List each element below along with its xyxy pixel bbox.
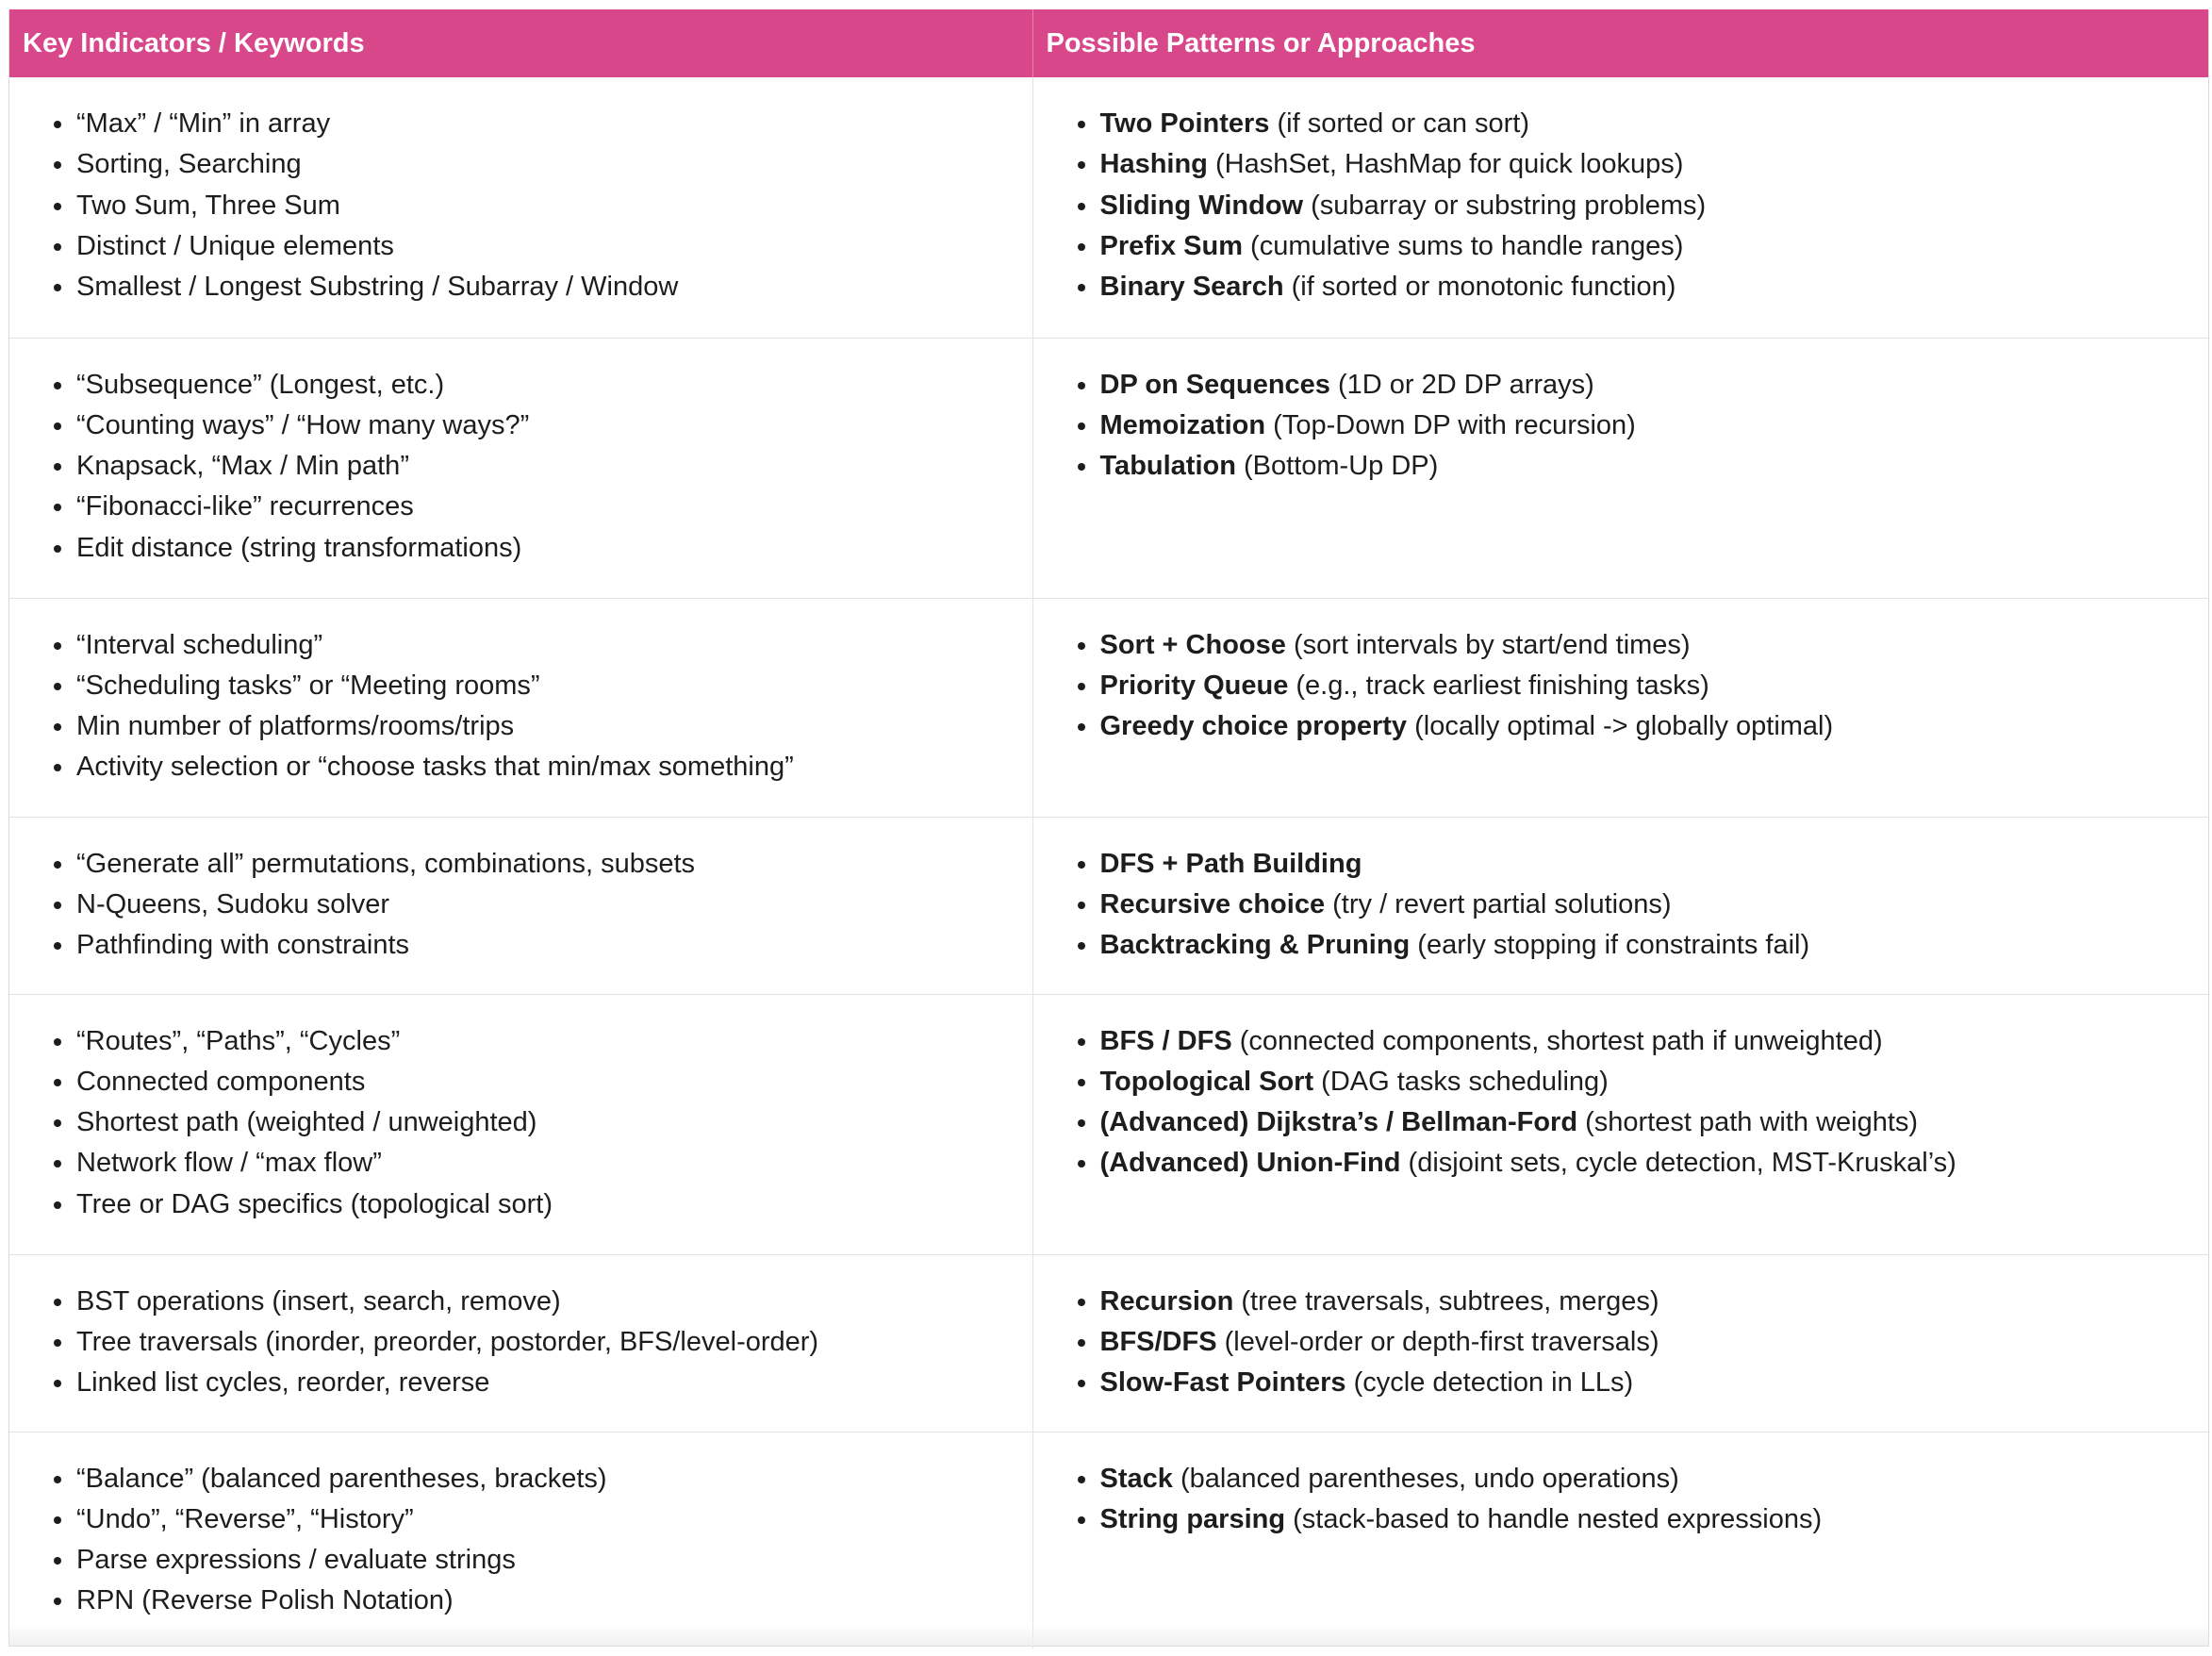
table-row (9, 1254, 2208, 1432)
pattern-name: String parsing (1099, 1503, 1286, 1534)
indicators-list (9, 104, 1032, 307)
pattern-name: (Advanced) Union-Find (1099, 1148, 1401, 1179)
pattern-note: (sort intervals by start/end times) (1285, 629, 1691, 660)
indicator-item: Sorting, Searching (76, 144, 1032, 185)
pattern-note: (balanced parentheses, undo operations) (1172, 1463, 1679, 1494)
pattern-item (1100, 104, 2209, 144)
indicator-item: Min number of platforms/rooms/trips (76, 706, 1032, 747)
pattern-item (1100, 144, 2209, 185)
patterns-cell (1032, 1432, 2208, 1648)
pattern-name: Sliding Window (1099, 190, 1304, 221)
pattern-item (1100, 666, 2209, 706)
pattern-note: (shortest path with weights) (1577, 1107, 1919, 1138)
pattern-item (1100, 365, 2209, 406)
pattern-name: DFS + Path Building (1099, 848, 1362, 879)
pattern-note: (e.g., track earliest finishing tasks) (1288, 670, 1709, 701)
pattern-note: (stack-based to handle nested expressions) (1285, 1503, 1823, 1534)
pattern-note: (1D or 2D DP arrays) (1329, 369, 1594, 400)
patterns-cell (1032, 338, 2208, 598)
indicator-item: Distinct / Unique elements (76, 226, 1032, 267)
pattern-name: BFS/DFS (1099, 1326, 1217, 1357)
pattern-note: (cumulative sums to handle ranges) (1243, 230, 1684, 261)
indicators-list (9, 625, 1032, 788)
indicator-item: “Generate all” permutations, combinations, subsets (76, 844, 1032, 885)
indicators-list (9, 365, 1032, 569)
pattern-name: Topological Sort (1099, 1066, 1314, 1097)
patterns-cell (1032, 817, 2208, 994)
pattern-item (1100, 1143, 2209, 1184)
indicator-item: “Counting ways” / “How many ways?” (76, 406, 1032, 446)
pattern-note: (locally optimal -> globally optimal) (1407, 711, 1834, 742)
indicator-item: Two Sum, Three Sum (76, 186, 1032, 226)
pattern-note: (HashSet, HashMap for quick lookups) (1207, 149, 1684, 180)
pattern-item (1100, 186, 2209, 226)
pattern-name: Tabulation (1099, 451, 1236, 482)
pattern-name: Recursive choice (1099, 888, 1326, 919)
table-header (9, 9, 2208, 77)
pattern-item (1100, 267, 2209, 307)
pattern-name: Binary Search (1099, 272, 1284, 303)
pattern-item (1100, 1062, 2209, 1102)
patterns-cell (1032, 598, 2208, 817)
indicator-item: Smallest / Longest Substring / Subarray / Window (76, 267, 1032, 307)
patterns-list (1033, 1021, 2209, 1184)
indicator-item: “Undo”, “Reverse”, “History” (76, 1499, 1032, 1540)
indicators-list (9, 1021, 1032, 1225)
indicator-item: Activity selection or “choose tasks that min/max something” (76, 747, 1032, 787)
indicators-cell (9, 77, 1032, 338)
pattern-name: DP on Sequences (1099, 369, 1330, 400)
pattern-note: (disjoint sets, cycle detection, MST-Kruskal’s) (1400, 1148, 1956, 1179)
indicators-cell (9, 598, 1032, 817)
pattern-note: (subarray or substring problems) (1303, 190, 1707, 221)
pattern-note: (Top-Down DP with recursion) (1265, 409, 1636, 440)
patterns-list (1033, 625, 2209, 748)
patterns-cell (1032, 1254, 2208, 1432)
indicators-cell (9, 817, 1032, 994)
table-body (9, 77, 2208, 1648)
pattern-name: Memoization (1099, 409, 1266, 440)
pattern-item (1100, 406, 2209, 446)
pattern-item (1100, 1459, 2209, 1499)
table-row (9, 77, 2208, 338)
pattern-note: (try / revert partial solutions) (1325, 888, 1672, 919)
pattern-name: Priority Queue (1099, 670, 1289, 701)
pattern-item (1100, 1322, 2209, 1363)
pattern-name: Prefix Sum (1099, 230, 1243, 261)
header-row (9, 9, 2208, 77)
indicator-item: “Routes”, “Paths”, “Cycles” (76, 1021, 1032, 1062)
table-row (9, 338, 2208, 598)
patterns-list (1033, 365, 2209, 488)
indicator-item: Knapsack, “Max / Min path” (76, 446, 1032, 487)
pattern-name: (Advanced) Dijkstra’s / Bellman-Ford (1099, 1107, 1578, 1138)
patterns-list (1033, 1459, 2209, 1541)
indicator-item: Tree traversals (inorder, preorder, postorder, BFS/level-order) (76, 1322, 1032, 1363)
pattern-name: Hashing (1099, 149, 1208, 180)
indicator-item: “Balance” (balanced parentheses, brackets) (76, 1459, 1032, 1499)
bottom-fade (9, 1625, 2208, 1646)
pattern-name: Two Pointers (1099, 108, 1270, 139)
table (9, 9, 2208, 1648)
indicator-item: Edit distance (string transformations) (76, 528, 1032, 569)
indicators-list (9, 1282, 1032, 1404)
indicator-item: Shortest path (weighted / unweighted) (76, 1102, 1032, 1143)
patterns-list (1033, 1282, 2209, 1404)
indicator-item: RPN (Reverse Polish Notation) (76, 1581, 1032, 1621)
pattern-note: (connected components, shortest path if unweighted) (1231, 1025, 1883, 1056)
indicators-cell (9, 338, 1032, 598)
pattern-name: Greedy choice property (1099, 711, 1408, 742)
indicators-list (9, 1459, 1032, 1622)
indicator-item: “Scheduling tasks” or “Meeting rooms” (76, 666, 1032, 706)
patterns-cell (1032, 994, 2208, 1254)
patterns-list (1033, 104, 2209, 307)
indicators-list (9, 844, 1032, 967)
pattern-item (1100, 706, 2209, 747)
header-possible-patterns: Possible Patterns or Approaches (1032, 9, 2208, 77)
pattern-name: BFS / DFS (1099, 1025, 1232, 1056)
header-key-indicators: Key Indicators / Keywords (9, 9, 1032, 77)
pattern-item (1100, 925, 2209, 966)
indicator-item: Tree or DAG specifics (topological sort) (76, 1184, 1032, 1225)
pattern-item (1100, 446, 2209, 487)
pattern-name: Sort + Choose (1099, 629, 1286, 660)
indicator-item: “Interval scheduling” (76, 625, 1032, 666)
pattern-note: (DAG tasks scheduling) (1313, 1066, 1609, 1097)
pattern-note: (cycle detection in LLs) (1345, 1367, 1634, 1399)
pattern-item (1100, 1102, 2209, 1143)
indicator-item: “Max” / “Min” in array (76, 104, 1032, 144)
pattern-note: (level-order or depth-first traversals) (1216, 1326, 1659, 1357)
indicators-cell (9, 1432, 1032, 1648)
table-row (9, 817, 2208, 994)
pattern-item (1100, 625, 2209, 666)
indicator-item: Linked list cycles, reorder, reverse (76, 1363, 1032, 1403)
indicator-item: BST operations (insert, search, remove) (76, 1282, 1032, 1322)
patterns-table (8, 9, 2209, 1647)
pattern-item (1100, 885, 2209, 925)
indicator-item: Pathfinding with constraints (76, 925, 1032, 966)
pattern-name: Slow-Fast Pointers (1099, 1367, 1346, 1399)
pattern-item (1100, 1363, 2209, 1403)
pattern-name: Recursion (1099, 1285, 1234, 1317)
pattern-item (1100, 1282, 2209, 1322)
indicator-item: Connected components (76, 1062, 1032, 1102)
table-row (9, 994, 2208, 1254)
indicator-item: “Fibonacci-like” recurrences (76, 487, 1032, 527)
indicators-cell (9, 994, 1032, 1254)
pattern-item (1100, 1499, 2209, 1540)
pattern-name: Stack (1099, 1463, 1173, 1494)
pattern-item (1100, 844, 2209, 885)
patterns-list (1033, 844, 2209, 967)
pattern-note: (tree traversals, subtrees, merges) (1233, 1285, 1659, 1317)
pattern-note: (if sorted or can sort) (1269, 108, 1530, 139)
indicators-cell (9, 1254, 1032, 1432)
pattern-note: (early stopping if constraints fail) (1410, 930, 1810, 961)
pattern-note: (if sorted or monotonic function) (1283, 272, 1676, 303)
indicator-item: Parse expressions / evaluate strings (76, 1540, 1032, 1581)
indicator-item: “Subsequence” (Longest, etc.) (76, 365, 1032, 406)
table-row (9, 1432, 2208, 1648)
indicator-item: N-Queens, Sudoku solver (76, 885, 1032, 925)
table-row (9, 598, 2208, 817)
patterns-cell (1032, 77, 2208, 338)
pattern-name: Backtracking & Pruning (1099, 930, 1411, 961)
indicator-item: Network flow / “max flow” (76, 1143, 1032, 1184)
pattern-note: (Bottom-Up DP) (1235, 451, 1439, 482)
pattern-item (1100, 1021, 2209, 1062)
pattern-item (1100, 226, 2209, 267)
